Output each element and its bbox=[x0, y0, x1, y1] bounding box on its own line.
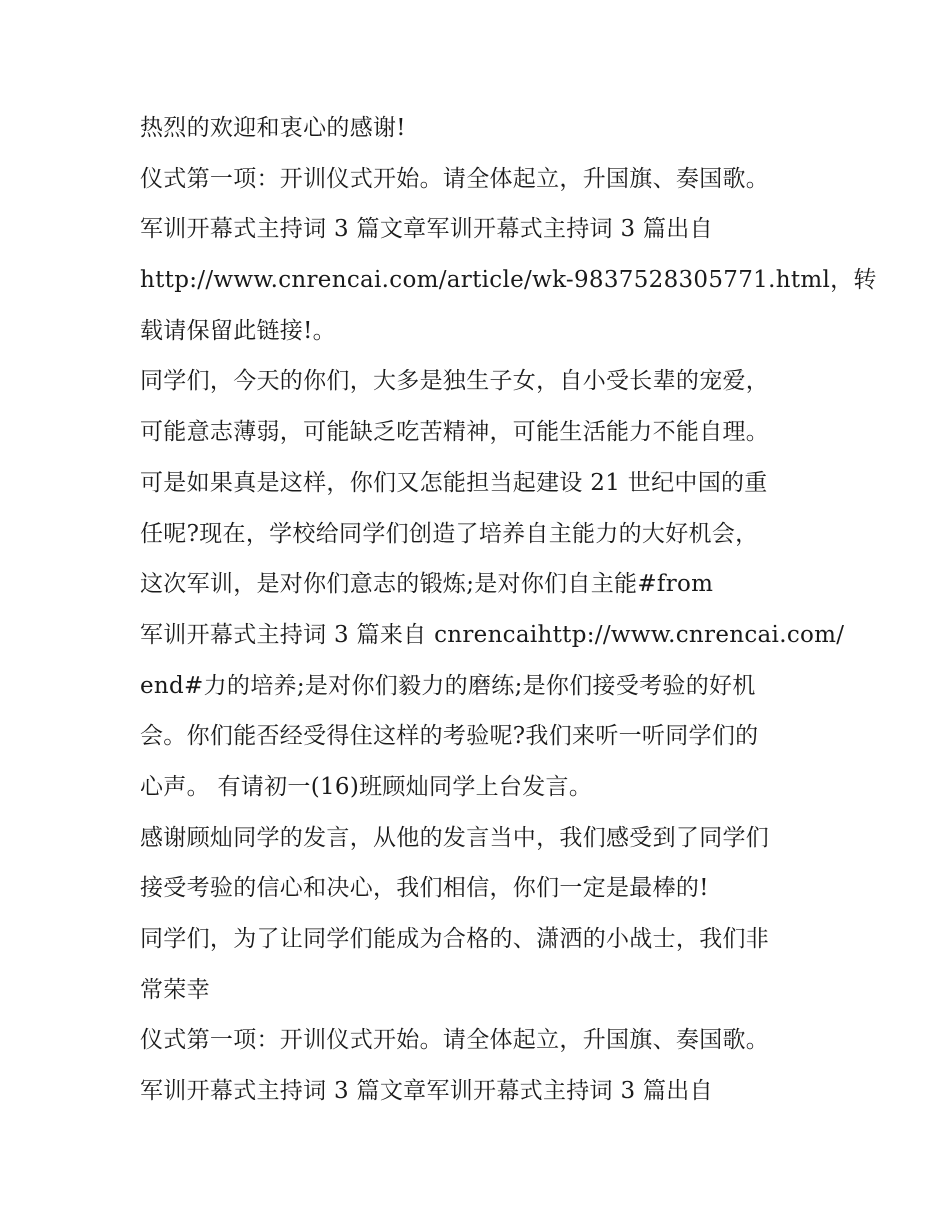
text-line: 这次军训，是对你们意志的锻炼;是对你们自主能#from bbox=[140, 571, 714, 598]
document-body bbox=[140, 103, 877, 1117]
text-line: 感谢顾灿同学的发言，从他的发言当中，我们感受到了同学们 bbox=[140, 824, 770, 851]
text-line: 可能意志薄弱，可能缺乏吃苦精神，可能生活能力不能自理。 bbox=[140, 419, 770, 446]
text-line: 仪式第一项：开训仪式开始。请全体起立，升国旗、奏国歌。 bbox=[140, 1027, 770, 1054]
text-line: 同学们，今天的你们，大多是独生子女，自小受长辈的宠爱， bbox=[140, 368, 770, 395]
text-line: 军训开幕式主持词 3 篇文章军训开幕式主持词 3 篇出自 bbox=[140, 1078, 713, 1105]
text-line: 同学们，为了让同学们能成为合格的、潇洒的小战士，我们非 bbox=[140, 926, 770, 952]
text-line: http://www.cnrencai.com/article/wk-9837528305771.html，转 bbox=[140, 267, 877, 294]
text-line: 会。你们能否经受得住这样的考验呢?我们来听一听同学们的 bbox=[140, 723, 759, 750]
text-line: 军训开幕式主持词 3 篇文章军训开幕式主持词 3 篇出自 bbox=[140, 216, 713, 243]
text-line: 任呢?现在，学校给同学们创造了培养自主能力的大好机会， bbox=[140, 520, 759, 547]
text-line: 军训开幕式主持词 3 篇来自 cnrencaihttp://www.cnrencai.com/ bbox=[140, 621, 845, 648]
text-line: 热烈的欢迎和衷心的感谢! bbox=[140, 115, 406, 141]
text-line: 载请保留此链接!。 bbox=[140, 317, 336, 344]
text-line: 心声。 有请初一(16)班顾灿同学上台发言。 bbox=[140, 773, 593, 800]
text-line: 接受考验的信心和决心，我们相信，你们一定是最棒的! bbox=[140, 875, 709, 902]
text-line: 可是如果真是这样，你们又怎能担当起建设 21 世纪中国的重 bbox=[140, 469, 768, 496]
text-line: 仪式第一项：开训仪式开始。请全体起立，升国旗、奏国歌。 bbox=[140, 165, 770, 192]
text-line: 常荣幸 bbox=[140, 976, 210, 1003]
text-line: end#力的培养;是对你们毅力的磨练;是你们接受考验的好机 bbox=[140, 672, 756, 699]
